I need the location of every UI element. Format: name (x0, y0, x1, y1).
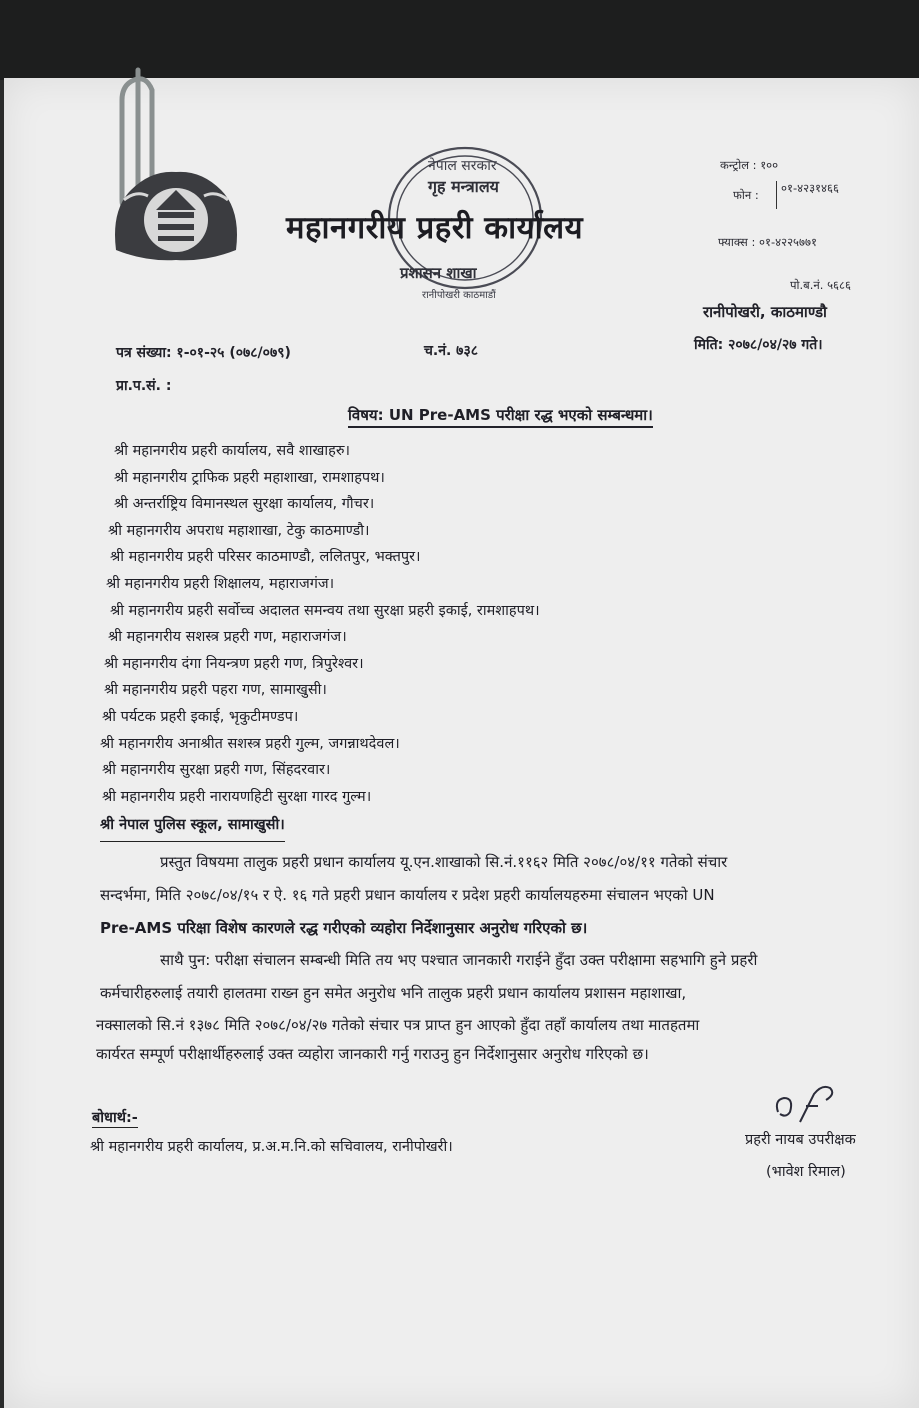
office-title: महानगरीय प्रहरी कार्यालय (286, 210, 584, 246)
po-box: पो.ब.नं. ५६८६ (790, 278, 852, 292)
recipient-item: श्री महानगरीय प्रहरी सर्वोच्च अदालत समन्वय तथा सुरक्षा प्रहरी इकाई, रामशाहपथ। (110, 602, 540, 619)
recipient-item: श्री महानगरीय ट्राफिक प्रहरी महाशाखा, रामशाहपथ। (114, 469, 385, 486)
cc-text: श्री महानगरीय प्रहरी कार्यालय, प्र.अ.म.नि.को सचिवालय, रानीपोखरी। (90, 1139, 453, 1155)
handwritten-signature-icon (770, 1082, 860, 1132)
control-number: कन्ट्रोल : १०० (720, 158, 779, 172)
seal-text-3: प्रशासन शाखा (400, 264, 477, 282)
fax-number: फ्याक्स : ०१-४२२५७७१ (718, 235, 817, 249)
recipient-item: श्री महानगरीय प्रहरी कार्यालय, सवै शाखाहरु। (114, 443, 351, 459)
paragraph1-line3: Pre-AMS परिक्षा विशेष कारणले रद्ध गरीएको व्यहोरा निर्देशानुसार अनुरोध गरिएको छ। (100, 919, 588, 937)
paragraph1-line1: प्रस्तुत विषयमा तालुक प्रहरी प्रधान कार्यालय यू.एन.शाखाको सि.नं.११६२ मिति २०७८/०४/११ गतेको संचार (160, 853, 728, 871)
office-address: रानीपोखरी, काठमाण्डौ (703, 303, 827, 321)
letter-date: मिति: २०७८/०४/२७ गते। (694, 337, 823, 353)
paragraph2-line2: कर्मचारीहरुलाई तयारी हालतमा राख्न हुन समेत अनुरोध भनि तालुक प्रहरी प्रधान कार्यालय प्रशासन महाशाखा, (100, 984, 687, 1002)
seal-text-2: गृह मन्त्रालय (428, 177, 499, 196)
signatory-designation: प्रहरी नायब उपरीक्षक (745, 1132, 856, 1148)
subject-label: विषय: (348, 406, 384, 424)
signatory-name: (भावेश रिमाल) (766, 1164, 846, 1180)
recipient-item: श्री महानगरीय अनाश्रीत सशस्त्र प्रहरी गुल्म, जगन्नाथदेवल। (100, 735, 400, 752)
recipient-item: श्री महानगरीय प्रहरी शिक्षालय, महाराजगंज। (106, 575, 335, 592)
phone-label: फोन : (733, 188, 759, 202)
paragraph1-line2: सन्दर्भमा, मिति २०७८/०४/१५ र ऐ. १६ गते प्रहरी प्रधान कार्यालय र प्रदेश प्रहरी कार्यालयहरुमा संचालन भएको UN (100, 886, 715, 904)
paragraph2-line4: कार्यरत सम्पूर्ण परीक्षार्थीहरुलाई उक्त व्यहोरा जानकारी गर्नु गराउनु हुन निर्देशानुसार अनुरोध गरिएको छ। (96, 1045, 649, 1063)
dispatch-number: च.नं. ७३८ (424, 343, 479, 359)
paragraph2-line3: नक्सालको सि.नं १३७८ मिति २०७८/०४/२७ गतेको संचार पत्र प्राप्त हुन आएको हुँदा तहाँ कार्यालय तथा मातहतमा (96, 1016, 700, 1034)
nepal-police-emblem-icon (106, 150, 246, 270)
subject-text: UN Pre-AMS परीक्षा रद्ध भएको सम्बन्धमा। (388, 406, 653, 424)
recipient-item: श्री अन्तर्राष्ट्रिय विमानस्थल सुरक्षा कार्यालय, गौचर। (114, 496, 375, 513)
reference-number: प्रा.प.सं. : (116, 378, 172, 394)
recipient-item: श्री महानगरीय प्रहरी परिसर काठमाण्डौ, ललितपुर, भक्तपुर। (110, 549, 421, 566)
cc-label: बोधार्थ:- (92, 1107, 138, 1128)
seal-text-1: नेपाल सरकार (428, 158, 497, 174)
recipient-item: श्री महानगरीय दंगा नियन्त्रण प्रहरी गण, त्रिपुरेश्वर। (104, 655, 364, 672)
phone-number: ०१-४२३१४६६ (776, 181, 839, 209)
recipient-list (100, 438, 540, 842)
recipient-item: श्री महानगरीय अपराध महाशाखा, टेकु काठमाण्डौ। (108, 522, 370, 539)
paragraph2-line1: साथै पुन: परीक्षा संचालन सम्बन्धी मिति तय भए पश्चात जानकारी गराईने हुँदा उक्त परीक्षामा सहभागि हुने प्रहरी (160, 951, 758, 969)
letter-number: पत्र संख्या: १-०१-२५ (०७८/०७९) (116, 345, 291, 361)
recipient-item: श्री नेपाल पुलिस स्कूल, सामाखुसी। (100, 812, 285, 842)
recipient-item: श्री महानगरीय प्रहरी पहरा गण, सामाखुसी। (104, 682, 327, 699)
recipient-item: श्री पर्यटक प्रहरी इकाई, भृकुटीमण्डप। (102, 708, 299, 725)
subject-line (348, 405, 653, 428)
recipient-item: श्री महानगरीय सुरक्षा प्रहरी गण, सिंहदरवार। (102, 762, 331, 779)
seal-text-4: रानीपोखरी काठमाडौं (422, 290, 496, 300)
recipient-item: श्री महानगरीय सशस्त्र प्रहरी गण, महाराजगंज। (108, 629, 347, 646)
recipient-item: श्री महानगरीय प्रहरी नारायणहिटी सुरक्षा गारद गुल्म। (102, 788, 372, 805)
